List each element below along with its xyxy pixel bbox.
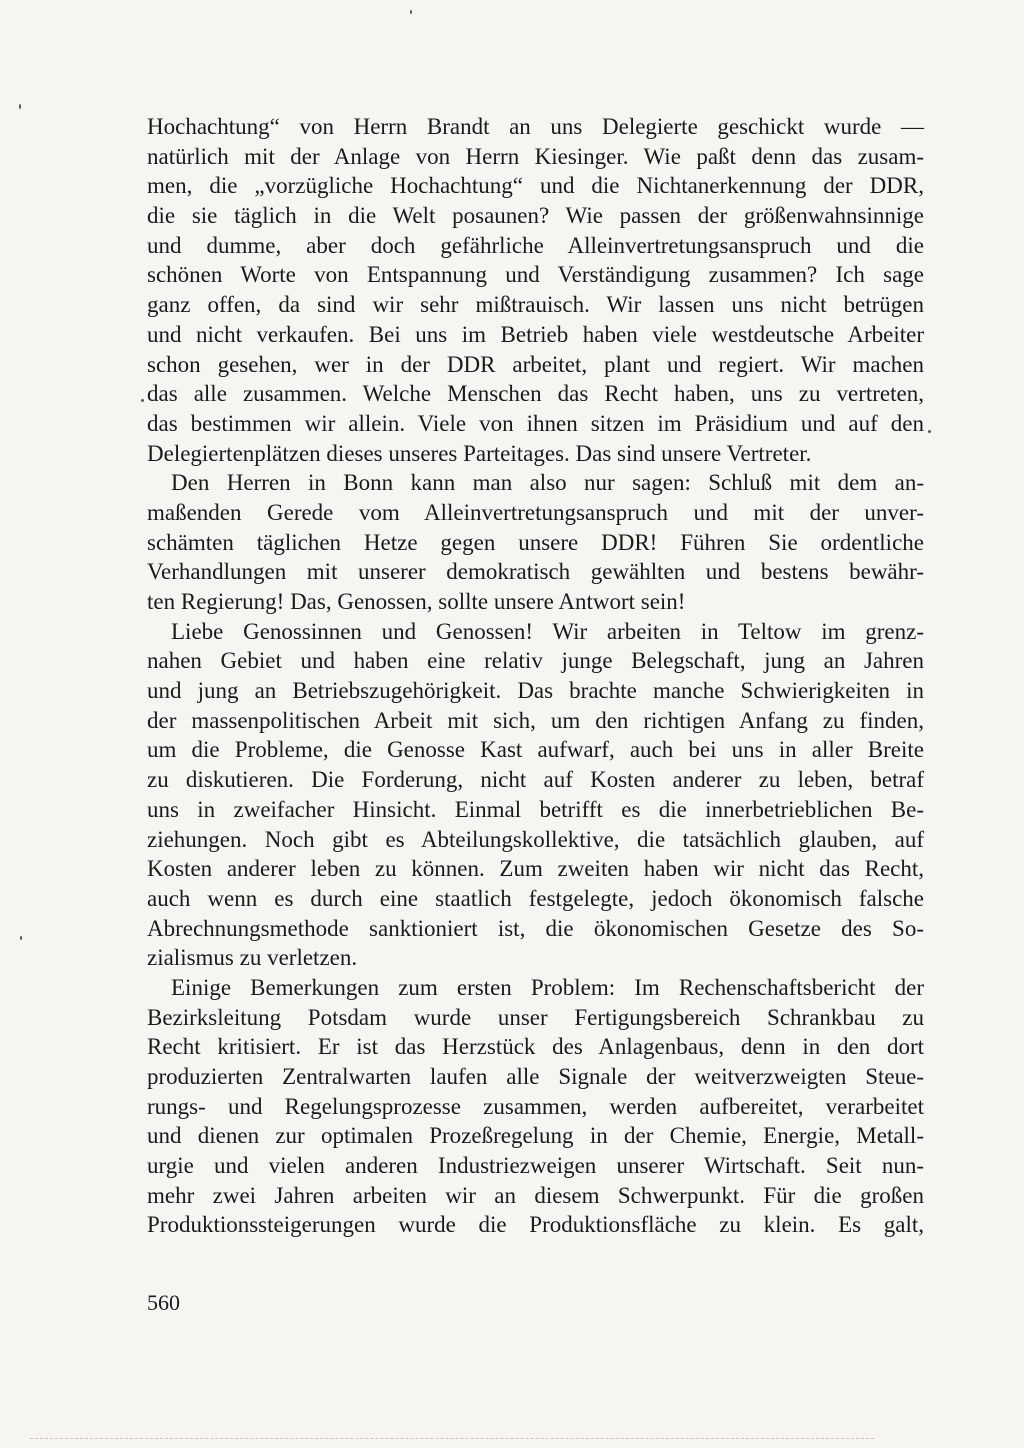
text-line: ten Regierung! Das, Genossen, sollte unsere Antwort sein!: [147, 589, 686, 614]
text-line: uns in zweifacher Hinsicht. Einmal betrifft es die innerbetrieblichen Be-: [147, 796, 924, 822]
text-line: maßenden Gerede vom Alleinvertretungsanspruch und mit der unver-: [147, 499, 924, 525]
text-line: Delegiertenplätzen dieses unseres Parteitages. Das sind unsere Vertreter.: [147, 440, 812, 466]
text-line: schämten täglichen Hetze gegen unsere DDR! Führen Sie ordentliche: [147, 529, 924, 555]
text-line: mehr zwei Jahren arbeiten wir an diesem Schwerpunkt. Für die großen: [147, 1182, 924, 1208]
text-line: natürlich mit der Anlage von Herrn Kiesinger. Wie paßt denn das zusam-: [147, 143, 924, 169]
text-line: produzierten Zentralwarten laufen alle Signale der weitverzweigten Steue-: [147, 1064, 924, 1089]
text-line: Verhandlungen mit unserer demokratisch gewählten und bestens bewähr-: [147, 559, 924, 585]
print-speck: [141, 399, 144, 402]
page-edge-mark: [30, 1438, 874, 1440]
text-line: Kosten anderer leben zu können. Zum zweiten haben wir nicht das Recht,: [147, 856, 924, 882]
text-line: Hochachtung“ von Herrn Brandt an uns Delegierte geschickt wurde —: [147, 114, 924, 139]
text-line: das alle zusammen. Welche Menschen das Recht haben, uns zu vertreten,: [147, 381, 924, 407]
text-line: der massenpolitischen Arbeit mit sich, um den richtigen Anfang zu finden,: [147, 707, 924, 733]
text-line: und jung an Betriebszugehörigkeit. Das brachte manche Schwierigkeiten in: [147, 678, 924, 704]
text-line: men, die „vorzügliche Hochachtung“ und die Nichtanerkennung der DDR,: [147, 173, 924, 199]
text-line: und dumme, aber doch gefährliche Alleinvertretungsanspruch und die: [147, 232, 924, 258]
text-line: auch wenn es durch eine staatlich festgelegte, jedoch ökonomisch falsche: [147, 885, 924, 911]
text-line: Abrechnungsmethode sanktioniert ist, die ökonomischen Gesetze des So-: [147, 915, 924, 941]
text-line: zu diskutieren. Die Forderung, nicht auf Kosten anderer zu leben, betraf: [147, 767, 924, 793]
text-line: nahen Gebiet und haben eine relativ junge Belegschaft, jung an Jahren: [147, 648, 924, 674]
body-text: [147, 112, 924, 1240]
text-line: ziehungen. Noch gibt es Abteilungskollektive, die tatsächlich glauben, auf: [147, 826, 924, 852]
text-line: die sie täglich in die Welt posaunen? Wie passen der größenwahnsinnige: [147, 203, 924, 229]
text-line: das bestimmen wir allein. Viele von ihnen sitzen im Präsidium und auf den: [147, 410, 924, 436]
text-line: und dienen zur optimalen Prozeßregelung in der Chemie, Energie, Metall-: [147, 1123, 924, 1149]
text-line: rungs- und Regelungsprozesse zusammen, werden aufbereitet, verarbeitet: [147, 1093, 924, 1119]
print-speck: [928, 430, 931, 433]
text-line: zialismus zu verletzen.: [147, 945, 358, 971]
text-line: urgie und vielen anderen Industriezweigen unserer Wirtschaft. Seit nun-: [147, 1153, 924, 1179]
print-speck: [20, 936, 22, 940]
print-speck: [19, 104, 21, 109]
text-line: ganz offen, da sind wir sehr mißtrauisch. Wir lassen uns nicht betrügen: [147, 292, 924, 318]
text-line: Produktionssteigerungen wurde die Produktionsfläche zu klein. Es galt,: [147, 1212, 924, 1238]
print-speck: [410, 10, 412, 14]
text-line: und nicht verkaufen. Bei uns im Betrieb haben viele westdeutsche Arbeiter: [147, 321, 924, 347]
text-line: Den Herren in Bonn kann man also nur sagen: Schluß mit dem an-: [171, 470, 924, 496]
text-line: Einige Bemerkungen zum ersten Problem: Im Rechenschaftsbericht der: [171, 974, 924, 1000]
text-line: Liebe Genossinnen und Genossen! Wir arbeiten in Teltow im grenz-: [171, 618, 924, 644]
text-line: um die Probleme, die Genosse Kast aufwarf, auch bei uns in aller Breite: [147, 737, 924, 763]
text-line: schönen Worte von Entspannung und Verständigung zusammen? Ich sage: [147, 262, 924, 288]
text-line: Bezirksleitung Potsdam wurde unser Fertigungsbereich Schrankbau zu: [147, 1004, 924, 1030]
text-line: Recht kritisiert. Er ist das Herzstück des Anlagenbaus, denn in den dort: [147, 1034, 924, 1060]
text-line: schon gesehen, wer in der DDR arbeitet, plant und regiert. Wir machen: [147, 351, 924, 377]
page-number: 560: [147, 1290, 180, 1315]
